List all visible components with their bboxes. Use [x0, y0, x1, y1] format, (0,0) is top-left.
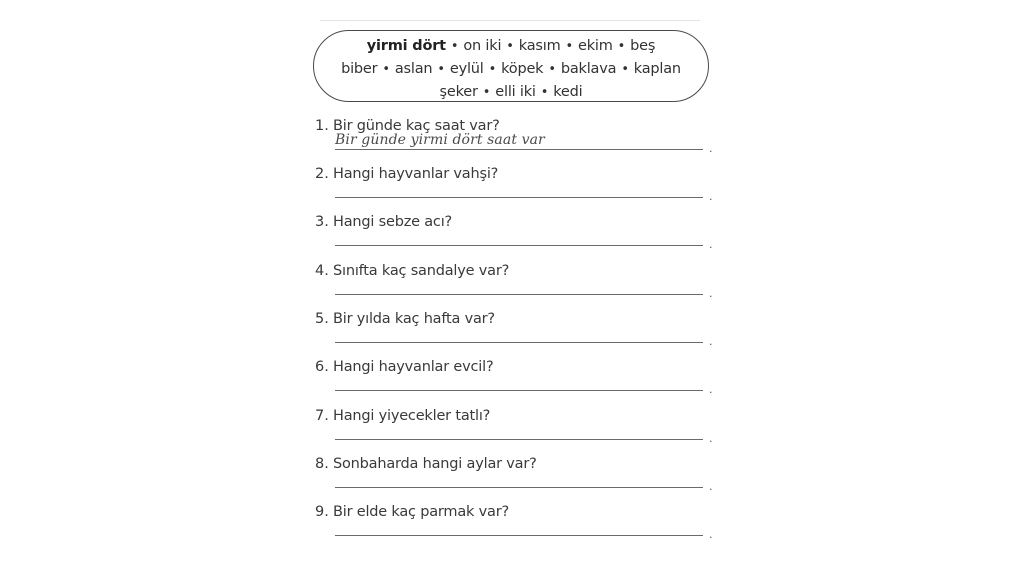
- question-number: 2.: [315, 166, 329, 182]
- question-number: 7.: [315, 408, 329, 424]
- question-text: Bir yılda kaç hafta var?: [333, 311, 495, 327]
- answer-period: .: [709, 528, 713, 541]
- bullet-separator: •: [488, 62, 497, 77]
- bullet-separator: •: [548, 62, 556, 77]
- question-text: Hangi hayvanlar vahşi?: [333, 166, 499, 182]
- word-bank-word: kasım: [518, 38, 561, 54]
- answer-period: .: [709, 383, 713, 396]
- answer-line[interactable]: [335, 149, 703, 150]
- word-bank-word: kedi: [553, 84, 583, 100]
- answer-line[interactable]: [335, 439, 703, 440]
- word-bank-word: elli iki: [495, 84, 536, 100]
- word-bank-word: köpek: [501, 61, 544, 77]
- question-text: Bir elde kaç parmak var?: [333, 504, 509, 520]
- answer-period: .: [709, 432, 713, 445]
- word-bank-word: on iki: [463, 38, 502, 54]
- question-number: 1.: [315, 118, 329, 134]
- question-text: Hangi sebze acı?: [333, 214, 453, 230]
- bullet-separator: •: [540, 85, 549, 100]
- bullet-separator: •: [617, 39, 626, 54]
- answer-line[interactable]: [335, 197, 703, 198]
- word-bank-line: [314, 35, 708, 58]
- answer-period: .: [709, 480, 713, 493]
- worksheet-page: [290, 0, 735, 575]
- word-bank-word: aslan: [394, 61, 433, 77]
- word-bank-word: beş: [630, 38, 656, 54]
- word-bank-word: kaplan: [633, 61, 681, 77]
- question-number: 3.: [315, 214, 329, 230]
- bullet-separator: •: [621, 62, 629, 77]
- top-divider: [320, 20, 700, 21]
- answer-period: .: [709, 335, 713, 348]
- question-item: [315, 359, 715, 399]
- answer-text: Bir günde yirmi dört saat var: [335, 132, 545, 148]
- question-text: Bir günde kaç saat var?: [333, 118, 500, 134]
- question-item: [315, 504, 715, 544]
- word-bank-word: yirmi dört: [366, 38, 446, 54]
- answer-period: .: [709, 287, 713, 300]
- question-text: Sınıfta kaç sandalye var?: [333, 263, 510, 279]
- answer-period: .: [709, 238, 713, 251]
- question-item: [315, 408, 715, 448]
- word-bank-word: biber: [341, 61, 378, 77]
- question-text: Sonbaharda hangi aylar var?: [333, 456, 537, 472]
- word-bank-line: [314, 58, 708, 81]
- bullet-separator: •: [437, 62, 445, 77]
- bullet-separator: •: [450, 39, 459, 54]
- answer-period: .: [709, 142, 713, 155]
- answer-line[interactable]: [335, 342, 703, 343]
- question-item: [315, 118, 715, 158]
- question-item: [315, 456, 715, 496]
- answer-line[interactable]: [335, 294, 703, 295]
- question-number: 6.: [315, 359, 329, 375]
- bullet-separator: •: [382, 62, 390, 77]
- word-bank-box: [313, 30, 709, 102]
- question-number: 8.: [315, 456, 329, 472]
- word-bank-word: eylül: [449, 61, 484, 77]
- word-bank-word: şeker: [439, 84, 478, 100]
- question-item: [315, 166, 715, 206]
- question-item: [315, 263, 715, 303]
- bullet-separator: •: [506, 39, 514, 54]
- question-text: Hangi yiyecekler tatlı?: [333, 408, 491, 424]
- question-number: 5.: [315, 311, 329, 327]
- question-item: [315, 214, 715, 254]
- question-text: Hangi hayvanlar evcil?: [333, 359, 494, 375]
- question-number: 9.: [315, 504, 329, 520]
- bullet-separator: •: [482, 85, 491, 100]
- bullet-separator: •: [565, 39, 573, 54]
- answer-line[interactable]: [335, 487, 703, 488]
- answer-line[interactable]: [335, 535, 703, 536]
- word-bank-line: [314, 81, 708, 104]
- answer-line[interactable]: [335, 245, 703, 246]
- answer-line[interactable]: [335, 390, 703, 391]
- answer-period: .: [709, 190, 713, 203]
- question-item: [315, 311, 715, 351]
- question-number: 4.: [315, 263, 329, 279]
- word-bank-word: baklava: [560, 61, 617, 77]
- word-bank-word: ekim: [577, 38, 613, 54]
